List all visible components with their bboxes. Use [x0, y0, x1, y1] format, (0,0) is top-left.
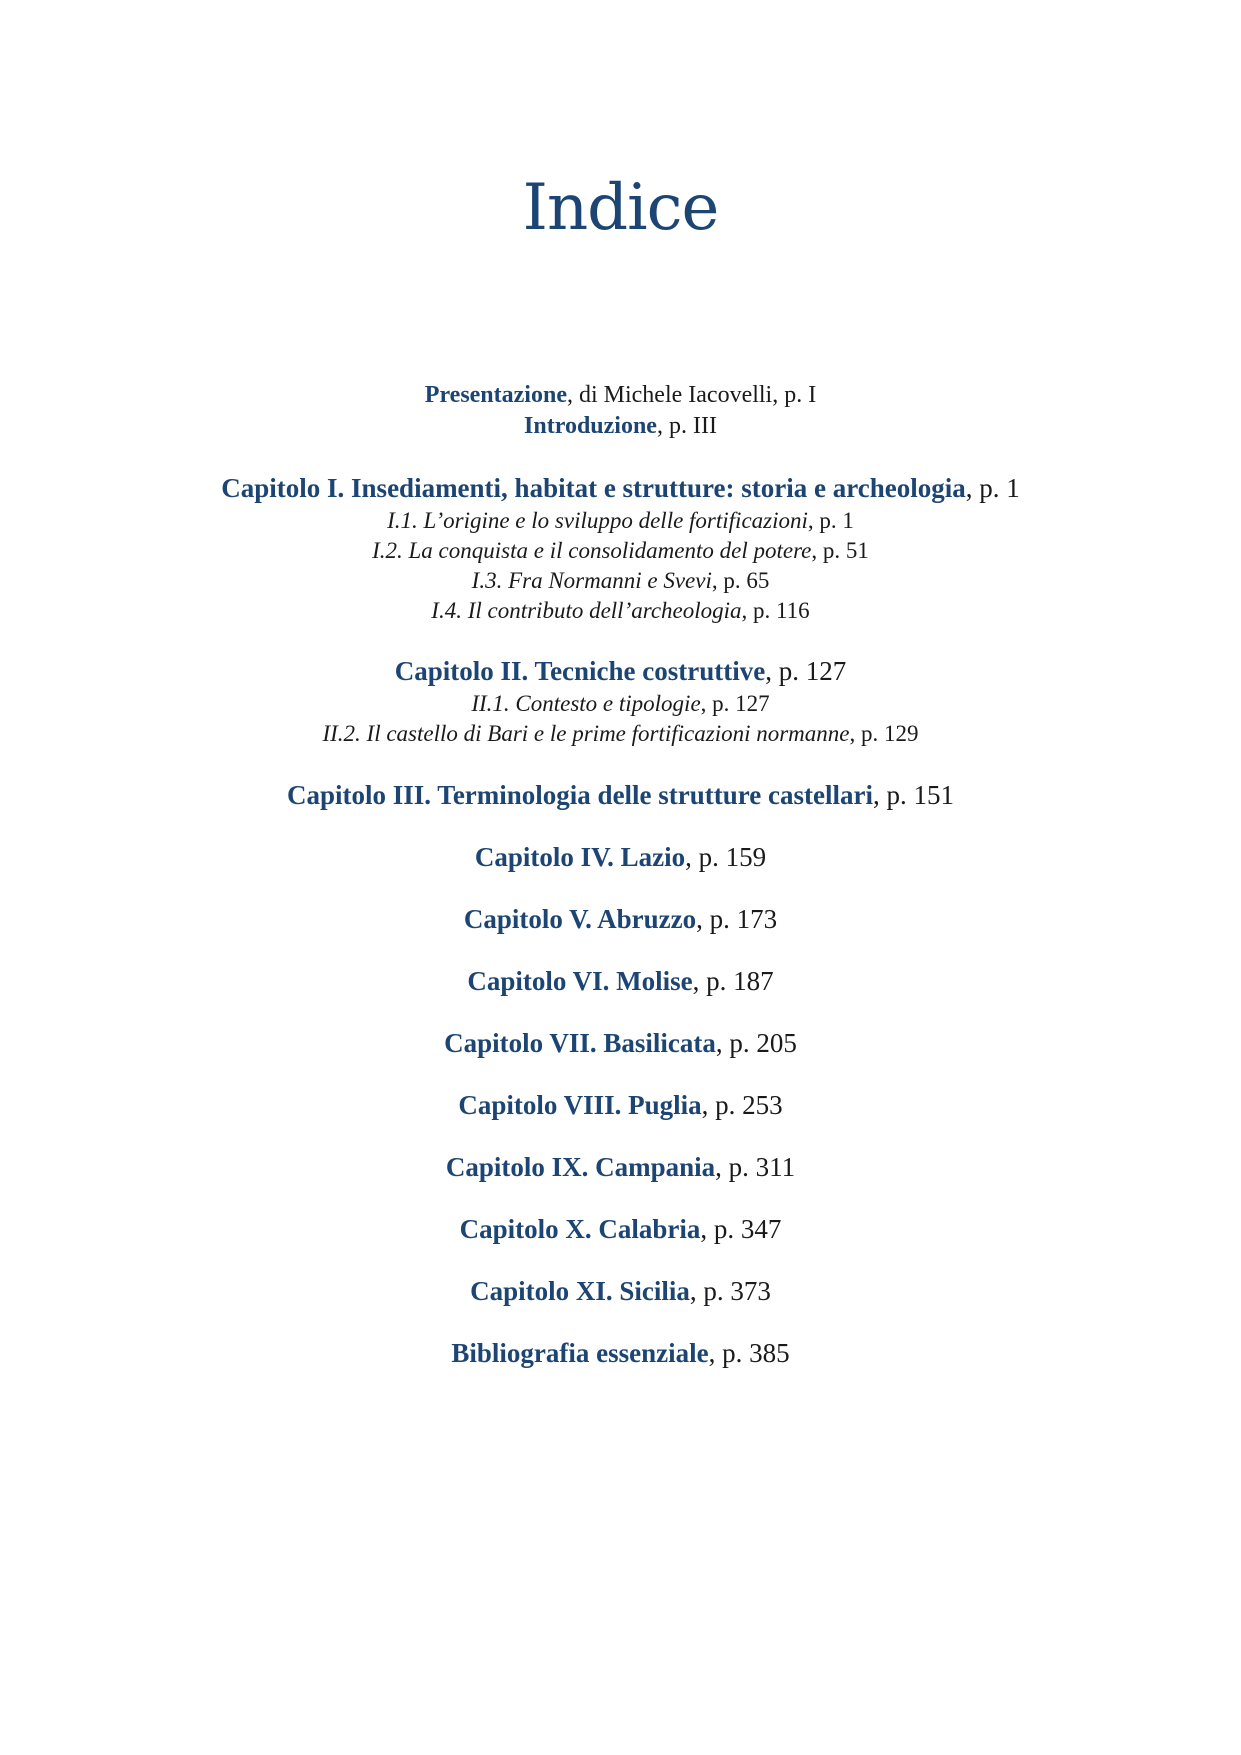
entry-page: , p. III	[656, 413, 717, 439]
entry-heading: Capitolo III. Terminologia delle strutture castellari	[287, 780, 873, 810]
entry-heading: Capitolo I. Insediamenti, habitat e strutture: storia e archeologia	[221, 473, 966, 503]
toc-entry-introduzione	[0, 413, 1241, 440]
entry-heading: Capitolo V. Abruzzo	[463, 904, 697, 934]
toc-entry-capitolo-10	[0, 1214, 1241, 1245]
entry-heading: Capitolo VII. Basilicata	[444, 1028, 716, 1058]
entry-heading: Capitolo VIII. Puglia	[458, 1090, 702, 1120]
toc-entry-capitolo-1	[0, 473, 1241, 504]
section-page: , p. 127	[700, 691, 770, 716]
toc-entry-capitolo-7	[0, 1028, 1241, 1059]
entry-heading: Capitolo VI. Molise	[467, 966, 693, 996]
toc-entry-capitolo-8	[0, 1090, 1241, 1121]
entry-heading: Capitolo IX. Campania	[445, 1152, 716, 1182]
entry-heading: Capitolo X. Calabria	[459, 1214, 701, 1244]
entry-heading: Capitolo II. Tecniche costruttive	[394, 656, 766, 686]
entry-page: , p. 205	[715, 1028, 797, 1058]
section-label: II.2. Il castello di Bari e le prime fortificazioni normanne	[322, 721, 850, 746]
entry-page: , p. 373	[689, 1276, 771, 1306]
entry-page: , p. 127	[765, 656, 847, 686]
toc-entry-capitolo-9	[0, 1152, 1241, 1183]
section-label: II.1. Contesto e tipologie	[471, 691, 701, 716]
toc-section-2-2	[0, 721, 1241, 747]
entry-page: , p. 385	[708, 1338, 790, 1368]
toc-entry-capitolo-6	[0, 966, 1241, 997]
toc-section-1-4	[0, 598, 1241, 624]
entry-page: , p. 151	[872, 780, 954, 810]
entry-heading: Capitolo XI. Sicilia	[470, 1276, 690, 1306]
toc-section-2-1	[0, 691, 1241, 717]
entry-page: , di Michele Iacovelli, p. I	[566, 382, 817, 408]
toc-entry-presentazione	[0, 382, 1241, 409]
section-label: I.4. Il contributo dell’archeologia	[431, 598, 742, 623]
entry-page: , p. 253	[701, 1090, 783, 1120]
section-page: , p. 65	[711, 568, 770, 593]
toc-entry-capitolo-4	[0, 842, 1241, 873]
toc-entry-capitolo-11	[0, 1276, 1241, 1307]
entry-page: , p. 187	[692, 966, 774, 996]
entry-heading: Introduzione	[524, 413, 657, 439]
entry-heading: Capitolo IV. Lazio	[474, 842, 686, 872]
page-title: Indice	[522, 171, 719, 245]
section-page: , p. 129	[849, 721, 919, 746]
toc-section-1-3	[0, 568, 1241, 594]
entry-page: , p. 347	[700, 1214, 782, 1244]
entry-heading: Presentazione	[424, 382, 567, 408]
entry-page: , p. 311	[715, 1152, 796, 1182]
entry-page: , p. 1	[965, 473, 1020, 503]
section-page: , p. 116	[741, 598, 810, 623]
section-page: , p. 1	[807, 508, 854, 533]
toc-entry-capitolo-3	[0, 780, 1241, 811]
section-page: , p. 51	[811, 538, 869, 563]
entry-heading: Bibliografia essenziale	[451, 1338, 709, 1368]
section-label: I.2. La conquista e il consolidamento del potere	[372, 538, 812, 563]
entry-page: , p. 173	[696, 904, 778, 934]
section-label: I.1. L’origine e lo sviluppo delle fortificazioni	[387, 508, 808, 533]
toc-section-1-1	[0, 508, 1241, 534]
toc-entry-capitolo-2	[0, 656, 1241, 687]
toc-section-1-2	[0, 538, 1241, 564]
section-label: I.3. Fra Normanni e Svevi	[471, 568, 712, 593]
toc-entry-capitolo-5	[0, 904, 1241, 935]
toc-entry-bibliografia	[0, 1338, 1241, 1369]
entry-page: , p. 159	[685, 842, 767, 872]
